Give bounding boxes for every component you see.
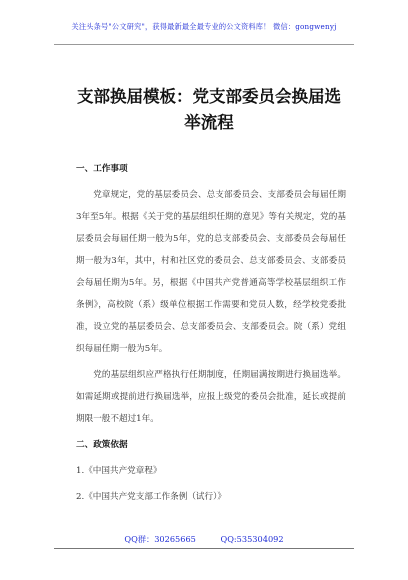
footer-qq-number: QQ:535304092 bbox=[220, 534, 284, 544]
document-title: 支部换届模板：党支部委员会换届选举流程 bbox=[77, 87, 341, 132]
paragraph-term-rules: 党章规定，党的基层委员会、总支部委员会、支部委员会每届任期3年至5年。根据《关于党的基层组织任期的意见》等有关规定，党的基层委员会每届任期一般为5年，党的总支部委员会、支部委员会每届任期一般为3年，其中，村和社区党的委员会、总支部委员会、支部委员会每届任期为5年。另，根据《中国共产党普通高等学校基层组织工作条例》，高校院（系）级单位根据工作需要和党员人数，经学校党委批准，设立党的基层委员会、总支部委员会、支部委员会。院（系）党组织每届任期一般为5年。 bbox=[76, 190, 346, 354]
header-notice: 关注头条号"公文研究"，获得最新最全最专业的公文资料库！ 微信：gongwenyj bbox=[71, 22, 337, 31]
policy-item-branch-regulations: 2.《中国共产党支部工作条例（试行）》 bbox=[76, 492, 226, 502]
header-divider bbox=[54, 44, 354, 45]
policy-item-party-constitution: 1.《中国共产党章程》 bbox=[76, 466, 162, 476]
footer-divider bbox=[54, 548, 354, 549]
footer-contacts bbox=[0, 534, 408, 545]
section-heading-policy-basis: 二、政策依据 bbox=[76, 440, 128, 450]
section-heading-work-items: 一、工作事项 bbox=[76, 164, 128, 174]
paragraph-term-enforcement: 党的基层组织应严格执行任期制度，任期届满按期进行换届选举。如需延期或提前进行换届选举，应报上级党的委员会批准，延长或提前期限一般不超过1年。 bbox=[76, 370, 346, 424]
document-body bbox=[76, 158, 346, 512]
footer-qq-group: QQ群：30265665 bbox=[124, 534, 196, 544]
